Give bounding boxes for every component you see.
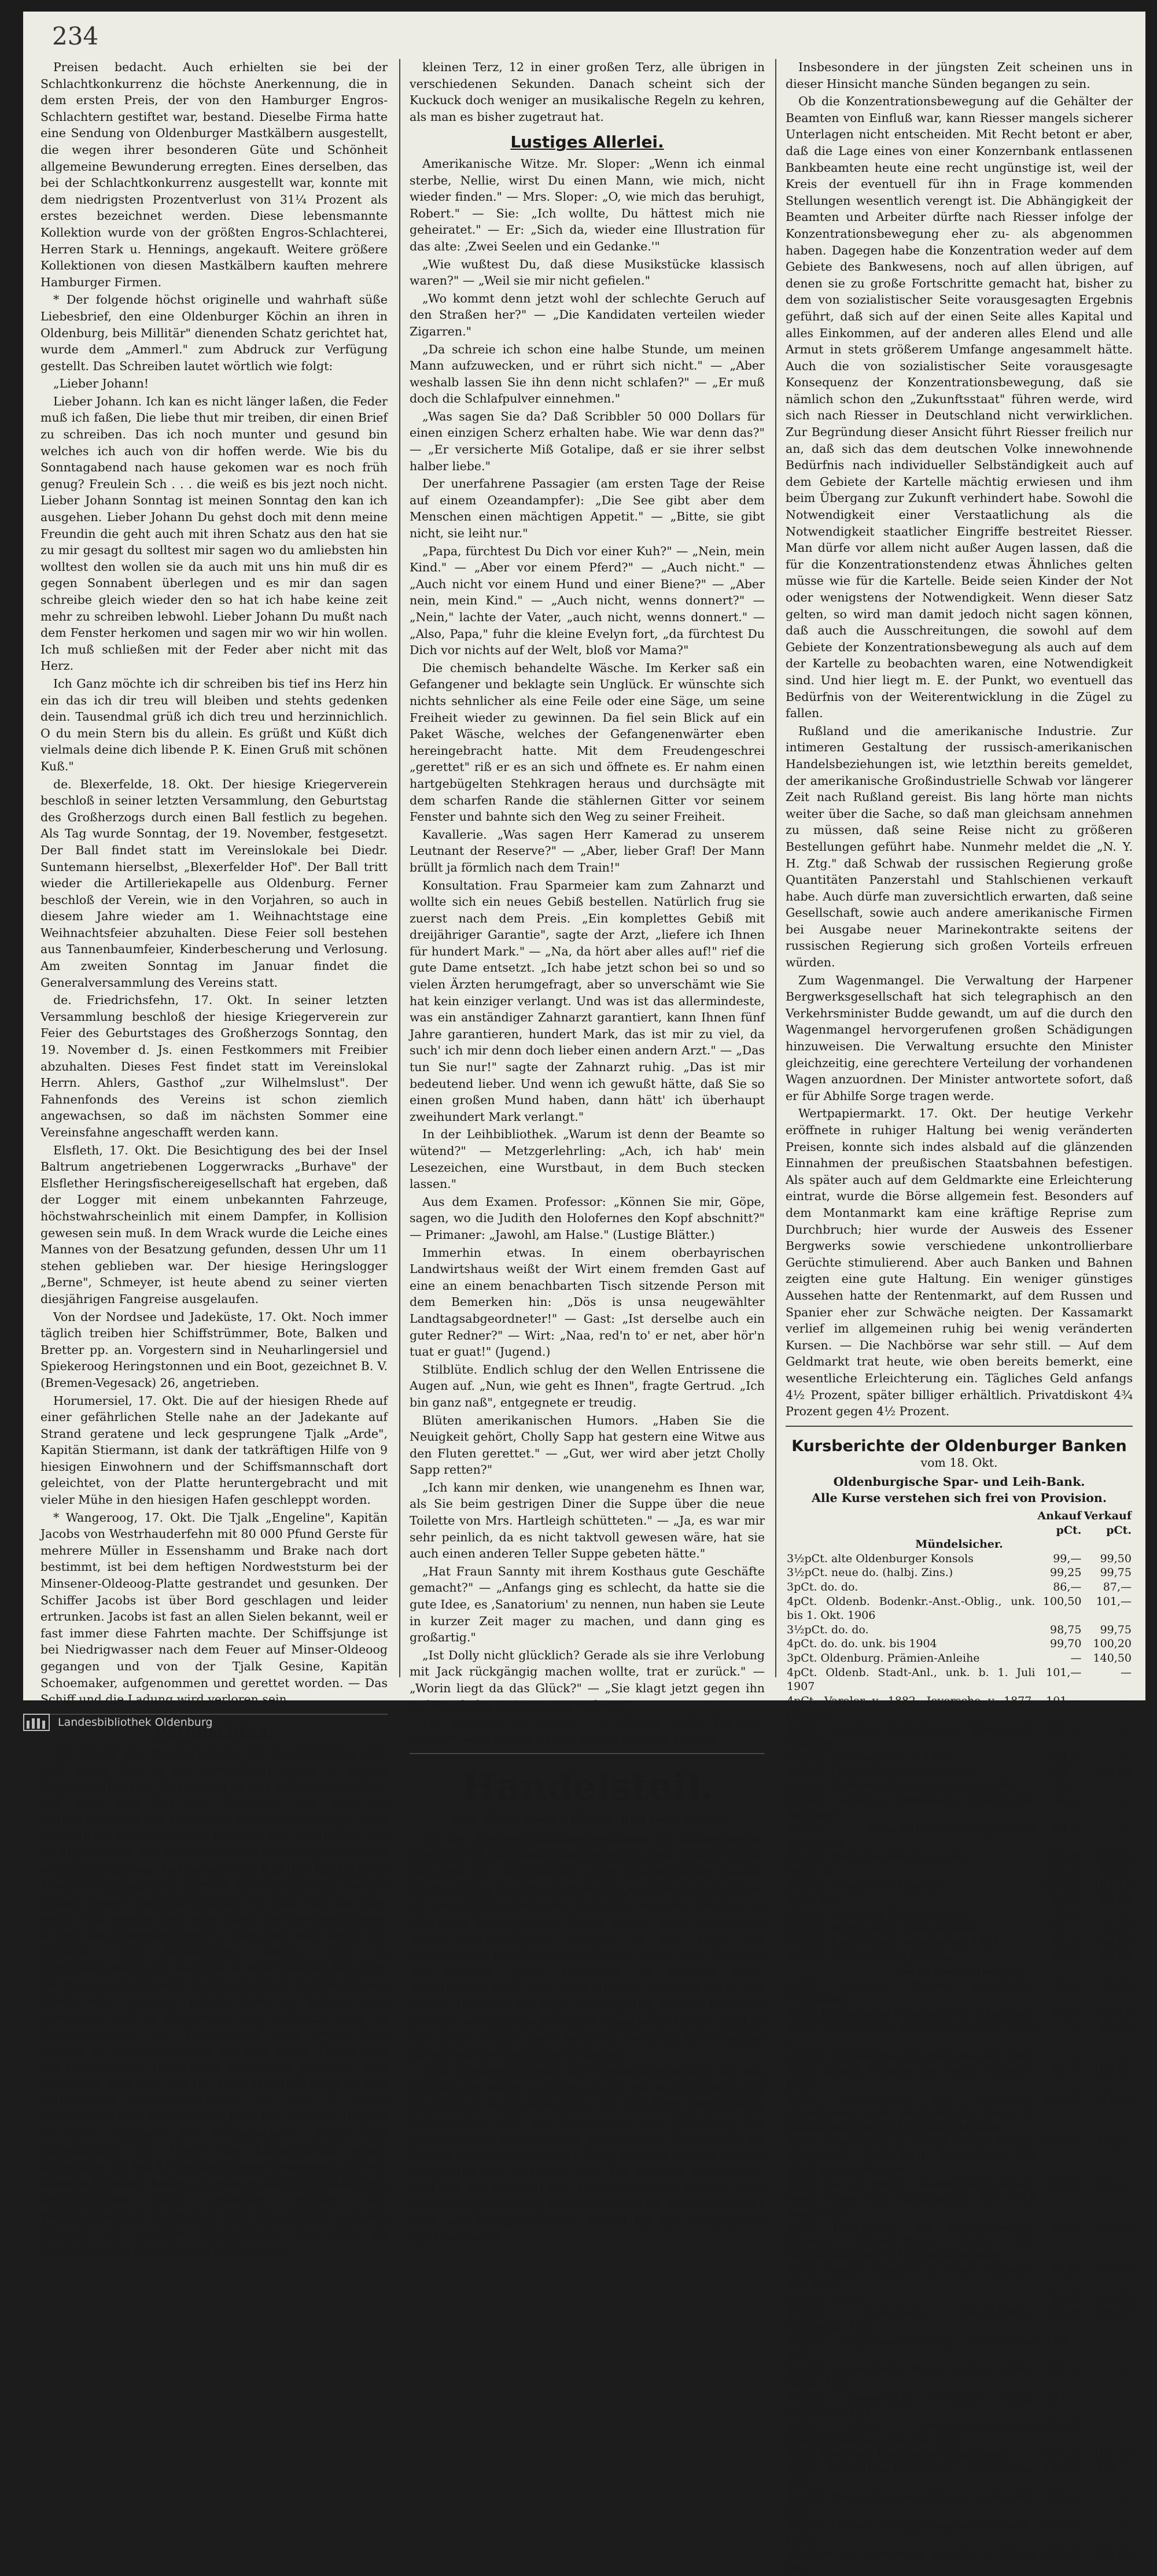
buy-rate: 101,20 [1042, 2420, 1082, 2433]
buy-rate: 101,— [1046, 1694, 1082, 1707]
sell-rate: — [1121, 1751, 1132, 1765]
security-name: 3½pCt. Osternburger Ortsanleihe [787, 1765, 976, 1778]
security-name: 4pCt. Vareler v. 1882, Jeversche v. 1877, Dammer [787, 1694, 1036, 1722]
article-paragraph: * Der folgende höchst originelle und wahrhaft süße Liebesbrief, den eine Oldenburger Köchin an ihren in Oldenburg, beis Millitär" dienenden Schatz gerichtet hat, wurde dem „Ammerl." zum Abdruck zur Verfügung gestellt. Das Schreiben lautet wörtlich wie folgt: [40, 293, 388, 373]
buy-rate: 104,— [1046, 2491, 1082, 2504]
security-name: 3pCt. do. [787, 1865, 838, 1878]
security-name: 3pCt. do. [787, 1894, 838, 1907]
joke-paragraph: „Ist Dolly nicht glücklich? Gerade als sie ihre Verlobung mit Jack rückgängig machen wollte, trat er zurück." — „Worin liegt da das Glück?" — „Sie klagt jetzt gegen ihn auf Bruch des Heiratsversprechens." [410, 1648, 765, 1712]
joke-paragraph: Konsultation. Frau Sparmeier kam zum Zahnarzt und wollte sich ein neues Gebiß bestellen. Natürlich frug sie zuerst nach dem Preis. „Ein komplettes Gebiß mit dreijähriger Garantie", sagte der Arzt, „liefere ich Ihnen für hundert Mark." — „Na, da hört aber alles auf!" rief die gute Dame entsetzt. „Ich habe jetzt schon bei so und so vielen Ärzten herumgefragt, aber so unverschämt wie Sie hat kein einziger verlangt. Und was ist das allermindeste, was ein anständiger Zahnarzt garantiert, kann Ihnen fünf Jahre garantieren, hundert Mark, das ist mir zu viel, da such' ich mir denn doch lieber einen andern Arzt." — „Das tun Sie nur!" sagte der Zahnarzt ruhig. „Das ist mir bedeutend lieber. Und wenn ich gewußt hätte, daß Sie so einen großen Mund haben, dann hätt' ich überhaupt zweihundert Mark verlangt." [410, 878, 765, 1124]
buy-rate: 86,— [1053, 1581, 1082, 1594]
article-paragraph: Horumersiel, 17. Okt. Die auf der hiesigen Rhede auf einer gefährlichen Stelle nahe an der Jadekante auf Strand geratene und leck gesprungene Tjalk „Arde", Kapitän Stiermann, ist dank der tatkräftigen Hilfe von 9 hiesigen Einwohnern und der Schiffsmannschaft dort geleichtet, von der Platte heruntergebracht und mit vieler Mühe in den hiesigen Hafen geschleppt worden. [40, 1393, 388, 1507]
sell-rate: 100,20 [1093, 1637, 1132, 1651]
rates-row [786, 1637, 1133, 1651]
sell-rate: 89,25 [1100, 1894, 1132, 1907]
rates-note: Alle Kurse verstehen sich frei von Provision. [812, 1491, 1107, 1505]
sell-rate: — [1121, 2334, 1132, 2348]
rates-row [786, 1651, 1133, 1666]
article-paragraph: Die Musik des Kuckucksrufs. Ein musikalisches Ohr hält jeden Ton in der Umgebung leicht in seinen Eigenschaften fest. Deshalb ist es fast selbstverständlich, daß man den Ruf des Kuckucks, der sich die Aufmerksamkeit des Menschen geradezu erzwingt, auch musikalisch zu untersuchen bestrebt hat. Beethoven, der im allgemeinen der Tonmalerei und der Programmmusik wenig geneigt war, hat gerade den Ruf des Kuckucks in Tönen wiedergegeben, nämlich am Schlusse des zweiten Satzes seiner Pastoral-Sinfonie. Er gibt ihn als eine große Terz wieder, und zwar durch das zweigestrichene d und das eingestrichene b. Man hat nun schon vor längerer Zeit beobachten wollen, daß in Norddeutschland der Kuckuck in einer kleinen Terz ruft. Da man nun nicht wohl annehmen kann, daß Beethoven falsch oder ungenau gehört habe, so könnte man vermuten, daß in Österreich und vielleicht auch in Süddeutschland der Kuckucksruf eine große Terz umfaßt, in Norddeutschland nur eine kleine. Damit wird die feststehende Tatsache in Beziehung gebracht, daß die kleine Terz und mit ihr auch Molldreiklänge in den Volksliedern Norddeutschlands, nie aber in denen Süddeutschlands vorkommen. Jetzt hat Theodor Höynck in einer Nummer der Monatsschrift „Natur und Offenbarung" die Frage des Kuckucksrufs genau untersucht. Er hat 84 Beobachtungen gesammelt, die ein anderes Ergebnis haben, als man es nach den bisherigen Anschauungen hätte erwarten müssen. Die Wahrnehmungen geschahen zum Teil vielfach auf eine Gegend am unteren Niederrhein. Von den 84 Kuckucksrufen bewegten sich 32 in einer [40, 1746, 388, 2257]
rates-bank-name: Oldenburgische Spar- und Leih-Bank. [833, 1474, 1085, 1489]
rates-row [786, 2220, 1133, 2263]
sell-rate: 103,— [1096, 2135, 1132, 2149]
article-paragraph: Wertpapiermarkt. 17. Okt. Der heutige Verkehr eröffnete in ruhiger Haltung bei wenig veränderten Preisen, konnte sich indes alsbald auf die glänzenden Einnahmen der preußischen Staatsbahnen befestigen. Als später auch auf dem Geldmarkte eine Erleichterung eintrat, wurde die Börse allgemein fest. Besonders auf dem Montanmarkt kam eine kräftige Reprise zum Durchbruch; hier wurde der Ausweis des Essener Bergwerks sowie verschiedene unkontrollierbare Gerüchte stimulierend. Aber auch Banken und Bahnen zeigten eine gute Haltung. Ein weniger günstiges Aussehen hatte der Rentenmarkt, auf dem Russen und Spanier eher zur Schwäche neigten. Der Kassamarkt verlief im allgemeinen ruhig bei wenig veränderten Kursen. — Die Nachbörse war sehr still. — Auf dem Geldmarkt trat heute, wie oben bereits bemerkt, eine wesentliche Erleichterung ein. Tägliches Geld anfangs 4½ Prozent, später billiger erhältlich. Privatdiskont 4¾ Prozent gegen 4½ Prozent. [786, 1106, 1133, 1419]
article-paragraph: Ich Ganz möchte ich dir schreiben bis tief ins Herz hin ein das ich dir treu will bleiben und stehts gedenken dein. Tausendmal grüß ich dich treu und herzinnichlich. O du mein Stern bis du allein. Es grüßt und Küßt dich vielmals deine dich libende P. K. Einen Gruß mit schönen Kuß." [40, 676, 388, 773]
rates-row [786, 2064, 1133, 2092]
sell-rate: 98,50 [1100, 1765, 1132, 1778]
rates-row [786, 1879, 1133, 1894]
sell-rate: 104,— [1096, 2462, 1132, 2475]
article-paragraph: Insbesondere in der jüngsten Zeit scheinen uns in dieser Hinsicht manche Sünden begangen zu sein. [786, 60, 1133, 91]
security-name: 4½pCt. Warps-Spinnerei-Priorit., rückzahlb. 103 [787, 2491, 1036, 2518]
security-name: 4pCt. Oldenb. Bodenkr.-Anst.-Oblig., unk. bis 1. Okt. 1906 [787, 1595, 1036, 1622]
rates-row [786, 2391, 1133, 2419]
sell-rate: 98,80 [1100, 1936, 1132, 1949]
buy-rate: 100,30 [1042, 1851, 1082, 1864]
library-name: Landesbibliothek Oldenburg [58, 1716, 213, 1729]
buy-rate: 94,50 [1050, 2291, 1082, 2305]
buy-rate: 101,— [1046, 1722, 1082, 1736]
trade-section-subtitle: Vom Wertpapier-, Waren- und Geldmarkt. [449, 1812, 725, 1826]
security-name: 4½pCt. Rütgerswerke-Oblig., rückzahlbar 105 [787, 2334, 1036, 2362]
divider [410, 1753, 765, 1754]
joke-paragraph: „Ich kann mir denken, wie unangenehm es Ihnen war, als Sie beim gestrigen Diner die Suppe über die neue Toilette von Mrs. Hartleigh schütteten." — „Ja, es war mir sehr peinlich, da es nicht taktvoll gewesen wäre, hat sie auch einen anderen Teller Suppe gebeten hätte." [410, 1480, 765, 1561]
buy-rate: 99,70 [1050, 1637, 1082, 1651]
buy-rate: 101,— [1046, 2363, 1082, 2376]
rates-col-buy: Ankauf pCt. [1037, 1510, 1082, 1537]
column-middle-paragraphs [410, 59, 765, 125]
buy-rate: 99,— [1053, 1822, 1082, 1836]
rates-group-heading [786, 1537, 1133, 1552]
joke-paragraph: „Er versteht zu küssen." — „Woher weißt Du das, Maud?" — „Ich habe es von seinen eigenen Lippen." [410, 1715, 765, 1746]
buy-rate: 102,70 [1042, 2135, 1082, 2149]
sell-rate: — [1121, 2519, 1132, 2533]
rates-row [786, 1893, 1133, 1907]
article-paragraph: de. Friedrichsfehn, 17. Okt. In seiner letzten Versammlung beschloß der hiesige Kriegerverein zur Feier des Geburtstages des Großherzogs Sonntag, den 19. November d. Js. einen Festkommers mit Freibier abzuhalten. Dieses Fest findet statt im Vereinslokal Herrn. Ahlers, Gasthof „zur Wilhelmslust". Der Fahnenfonds des Vereins ist schon ziemlich angewachsen, so daß im nächsten Sommer eine Vereinsfahne angeschafft werden kann. [40, 993, 388, 1139]
sell-rate: 101,— [1096, 2178, 1132, 2191]
security-name: 3½pCt. Dortmunder Stadt-Anleihe [787, 1922, 979, 1935]
security-name: 4pCt. Jütländische Pfandbriefe in Dänemark [787, 2007, 1034, 2020]
column-right-paragraphs [786, 59, 1133, 1420]
sell-rate: 99,75 [1100, 1566, 1132, 1579]
buy-rate: 101,— [1046, 1666, 1082, 1679]
buy-rate: 100,50 [1042, 1595, 1082, 1608]
security-name: 3½pCt. Deutsche Reichsanleihe [787, 1851, 965, 1864]
sell-rate: 97,50 [1100, 1922, 1132, 1935]
rates-row [786, 2363, 1133, 2391]
sell-rate: — [1121, 2391, 1132, 2404]
buy-rate: 88,70 [1050, 1894, 1082, 1907]
rates-row [786, 1779, 1133, 1793]
joke-paragraph: Immerhin etwas. In einem oberbayrischen Landwirtshaus weißt der Wirt einem fremden Gast auf eine an einem benachbarten Tisch sitzende Person mit dem Bemerken hin: „Dös is unsa neugewählter Landtagsabgeordneter!" — Gast: „Ist derselbe auch ein guter Redner?" — Wirt: „Naa, red'n to' er net, aber hör'n tuat er guat!" (Jugend.) [410, 1245, 765, 1359]
rates-row [786, 2462, 1133, 2490]
buy-rate: — [1070, 2050, 1082, 2063]
sell-rate: — [1121, 1666, 1132, 1679]
buy-rate: 98,— [1053, 1780, 1082, 1793]
security-name: 4pCt. Oldenb. Stadt-Anl., unk. b. 1. Juli 1907 [787, 1666, 1036, 1693]
joke-paragraph: Blüten amerikanischen Humors. „Haben Sie die Neuigkeit gehört, Cholly Sapp hat gestern eine Witwe aus den Fluten gerettet." — „Gut, wer wird aber jetzt Cholly Sapp retten?" [410, 1413, 765, 1477]
rates-group-label: Nicht mündelsicher. [897, 1965, 1022, 1978]
rates-row [786, 2178, 1133, 2220]
rates-row [786, 2547, 1133, 2575]
misc-paragraphs [40, 1745, 388, 2257]
rates-row [786, 2448, 1133, 2462]
buy-rate: 100,70 [1042, 2092, 1082, 2106]
buy-rate: — [1070, 1652, 1082, 1665]
buy-rate: 95,45 [1050, 2220, 1082, 2234]
article-paragraph: * Wangeroog, 17. Okt. Die Tjalk „Engeline", Kapitän Jacobs von Westrhauderfehn mit 80 000 Pfund Gerste für mehrere Müller in Essenshamm und Brake nach dort bestimmt, ist bei dem heftigen Nordweststurm bei der Minsener-Oldeoog-Platte gestrandet und gesunken. Der Schiffer Jacobs ist über Bord geschlagen und leider ertrunken. Jacobs ist fast an allen Sielen bekannt, weil er fast immer diese Fahrten machte. Der Schiffsjunge ist bei Niedrigwasser nach dem Feuer auf Minser-Oldeoog gegangen und von der Tjalk Gesine, Kapitän Schoemaker, aufgenommen und gerettet worden. — Das Schiff und die Ladung wird verloren sein. [40, 1510, 388, 1707]
rates-row [786, 1979, 1133, 2007]
trade-paragraphs [410, 1831, 765, 2246]
buy-rate: 98,— [1053, 1793, 1082, 1807]
sell-rate: — [1121, 1793, 1132, 1807]
security-name: 4pCt. Glashütten-Prioritäten, rückzahlbar 102 [787, 2462, 1036, 2490]
joke-paragraph: „Wo kommt denn jetzt wohl der schlechte Geruch auf den Straßen her?" — „Die Kandidaten verteilen wieder Zigarren." [410, 291, 765, 338]
buy-rate: 99,— [1053, 1552, 1082, 1565]
security-name: 4½pCt. Gewerksch. Dorstfeld Oblig. rückzahlb. 103 [787, 2391, 1036, 2419]
rates-row [786, 1623, 1133, 1637]
security-name: 4½pCt. Gewerksch. König Ludwig Oblig. rückz. 103 [787, 2363, 1036, 2390]
sell-rate: — [1121, 1722, 1132, 1736]
section-title-lustiges: Lustiges Allerlei. [510, 132, 664, 152]
article-paragraph: Zum Wagenmangel. Die Verwaltung der Harpener Bergwerksgesellschaft hat sich telegraphisch an den Verkehrsminister Budde gewandt, um auf die durch den Wagenmangel hervorgerufenen großen Schädigungen hinzuweisen. Die Verwaltung ersuchte den Minister gleichzeitig, eine gerechtere Verteilung der vorhandenen Wagen anzuordnen. Der Minister antwortete sofort, daß er für Abhilfe Sorge tragen werde. [786, 973, 1133, 1103]
joke-paragraph: Stilblüte. Endlich schlug der den Wellen Entrissene die Augen auf. „Nun, wie geht es Ihnen", fragte Gertrud. „Ich bin ganz naß", entgegnete er treudig. [410, 1362, 765, 1409]
rates-row [786, 1595, 1133, 1623]
security-name: Wechsel auf Amsterdam kurz für fl. 100 in Mk. [787, 2548, 1036, 2575]
rates-row [786, 2135, 1133, 2178]
sell-rate: 72,50 [1100, 1979, 1132, 1992]
buy-rate: 98,75 [1050, 1623, 1082, 1636]
sell-rate: — [1121, 1907, 1132, 1921]
buy-rate: 99,— [1053, 1907, 1082, 1921]
sell-rate: 99,75 [1100, 1623, 1132, 1636]
joke-paragraph: Amerikanische Witze. Mr. Sloper: „Wenn ich einmal sterbe, Nellie, wirst Du einen Mann, wie mich, nicht wieder finden." — Mrs. Sloper: „O, wie mich das beruhigt, Robert." — Sie: „Ich wollte, Du hättest mich nie geheiratet." — Er: „Sich da, wieder eine Illustration für das alte: ‚Zwei Seelen und ein Gedanke.'" [410, 156, 765, 253]
sell-rate: 98,15 [1100, 2007, 1132, 2020]
security-name: 3pCt. staatsgar. Italien. Eisenbahn-Prioritäten [787, 1979, 1036, 2006]
rates-table [786, 1509, 1133, 2576]
article-paragraph: Elsfleth, 17. Okt. Die Besichtigung des bei der Insel Baltrum angetriebenen Loggerwracks „Burhave" der Elsflether Heringsfischereigesellschaft hat ergeben, daß der Logger mit einem unbekannten Fahrzeuge, höchstwahrscheinlich mit einem Dampfer, in Kollision gewesen sein muß. In dem Wrack wurde die Leiche eines Mannes von der Besatzung gefunden, dessen Uhr um 11 stehen geblieben war. Der hiesige Heringslogger „Berne", Schmeyer, ist heute abend zu seiner vierten diesjährigen Fangreise ausgelaufen. [40, 1143, 388, 1306]
rates-row [786, 2419, 1133, 2448]
buy-rate: 98,— [1053, 1751, 1082, 1765]
article-paragraph: Zu den Konzentrationsbestrebungen im Bankgewerbe. (Schluß.) Ob die Bankenkonzentration eine Gefahr für die Industrie ist, will Riesser noch unentschieden lassen. Nach unserer Ansicht ist diese Frage insofern zu bejahen, als die Abhängigkeit der Industrie von den Banken zu allerhand Transaktionen Anlaß bieten kann und bietet, deren Notwendigkeit weniger in der Lage des betreffenden Industrieunternehmens als in dem Wunsche der Banken, große Geschäfte zu machen, liegt. Andererseits kann aber nach unserer Meinung nicht nur für die Industrie die enge Verknüpfung mit der Bankwelt geboten werden, sondern auch umgekehrt für die Banken eine große Gefahr darin bestehen, wenn sie ihr Schicksal zu sehr mit der Industrie verketten. [410, 1832, 765, 2061]
buy-rate: 100,60 [1042, 1879, 1082, 1892]
article-paragraph: kleinen Terz, 12 in einer großen Terz, alle übrigen in verschiedenen Sekunden. Danach scheint sich der Kuckuck doch weniger an musikalische Regeln zu kehren, als man es bisher zugetraut hat. [410, 60, 765, 124]
article-paragraph: Rußland und die amerikanische Industrie. Zur intimeren Gestaltung der russisch-amerikanischen Handelsbeziehungen ist, wie letzthin bereits gemeldet, der amerikanische Großindustrielle Schwab vor längerer Zeit nach Rußland gereist. Bis lang hörte man nichts weiter über die Sache, so daß man gleichsam annehmen zu müssen, daß seine Reise nicht zu größeren Bestellungen geführt habe. Nunmehr meldet die „N. Y. H. Ztg." daß Schwab der russischen Regierung große Quantitäten Panzerstahl und Stahlschienen verkauft habe. Auch dürfe man zuversichtlich erwarten, daß seine Gesellschaft, sowie auch andere amerikanische Firmen bei Ausgabe neuer Marinekontrakte seitens der russischen Regierung sich großen Vorteils erfreuen würden. [786, 724, 1133, 970]
buy-rate: 98,30 [1050, 1936, 1082, 1949]
rates-row [786, 1921, 1133, 1936]
buy-rate: 72,— [1053, 1979, 1082, 1992]
security-name: 3½pCt. Lübecker Staats-Anleihe [787, 1907, 968, 1921]
article-paragraph: Ob die Konzentrationsbewegung auf die Gehälter der Beamten von Einfluß war, kann Riesser mangels sicherer Unterlagen nicht entscheiden. Mit Recht betont er aber, daß die Lage eines von einer Konzernbank entlassenen Bankbeamten heute eine recht ungünstige ist, weil der Kreis der eventuell für ihn in Frage kommenden Stellungen wesentlich verengt ist. Die Abhängigkeit der Beamten und Arbeiter dürfte nach Riesser infolge der Konzentrationsbewegung eher zu- als abgenommen haben. Dagegen habe die Konzentration weder auf dem Gebiete des Bankwesens, noch auf allen übrigen, auf denen sie zu große Fortschritte gemacht hat, bisher zu dem von sozialistischer Seite vorausgesagten Ergebnis geführt, daß sich auf der einen Seite alles Kapital und alles Einkommen, auf der anderen alles Elend und alle Armut in stets größerem Umfange angesammelt hätte. Auch die von sozialistischer Seite vorausgesagte Konsequenz der Konzentrationsbewegung, daß sie nämlich schon den „Zukunftsstaat" führen werde, wird sich nach Riesser in Deutschland nicht verwirklichen. Zur Begründung dieser Ansicht führt Riesser freilich nur an, daß sich das dem deutschen Volke innewohnende Bedürfnis nach individueller Selbständigkeit auch auf dem Gebiete der Kartelle mächtig erwiesen und ihm beim Übergang zur Zukunft verhindert habe. Sowohl die Notwendigkeit einer Verstaatlichung als die Notwendigkeit staatlicher Eingriffe bestreitet Riesser. Man dürfe vor allem nicht außer Augen lassen, daß die für die Konzentrationstendenz etwas Ähnliches gelten müsse wie für die Kartelle. Beide seien Kinder der Not oder wenigstens der Notwendigkeit. Wenn dieser Satz gelten, so wird man damit jedoch nicht sagen können, daß auch die Ausschreitungen, die sowohl auf dem Gebiete der Konzentrationsbewegung als auch auf dem der Kartelle zu beobachten waren, eine Notwendigkeit sind. Und hier liegt m. E. der Punkt, wo eventuell das Bedürfnis von der Weiterentwicklung in die Zügel zu fallen. [786, 94, 1133, 721]
sell-rate: 101,50 [1093, 2306, 1132, 2319]
security-name: 4pCt. Oblig. Deutsch-Atlantischer Telegraphenges., unk. bis 1912 [787, 2420, 1036, 2447]
joke-paragraph: „Papa, fürchtest Du Dich vor einer Kuh?" — „Nein, mein Kind." — „Aber vor einem Pferd?" — „Auch nicht." — „Auch nicht vor einem Hund und einer Biene?" — „Aber nein, mein Kind." — „Auch nicht, wenns donnert?" — „Nein," lachte der Vater, „auch nicht, wenns donnert." — „Also, Papa," fuhr die kleine Evelyn fort, „da fürchtest Du Dich vor nichts auf der Welt, bloß vor Mama?" [410, 544, 765, 658]
sell-rate: 101,— [1096, 1595, 1132, 1608]
joke-paragraph: Kavallerie. „Was sagen Herr Kamerad zu unserem Leutnant der Reserve?" — „Aber, lieber Graf! Der Mann brüllt ja förmlich nach dem Train!" [410, 827, 765, 874]
rates-row [786, 2490, 1133, 2519]
sell-rate: 89,25 [1100, 1865, 1132, 1878]
security-name: 4pCt. Pfandbriefe der Braunschweig.-Hannov. Hypoth.-Bank, Serie XX, Rückzahlung bis 1910 ausgeschlossen [787, 2220, 1036, 2262]
sell-rate: — [1121, 2491, 1132, 2504]
library-footer [23, 1711, 212, 1734]
rates-row [786, 1850, 1133, 1865]
rates-group-label: Mündelsicher. [915, 1538, 1003, 1551]
security-name: 3½pCt. do. do. [787, 2291, 869, 2305]
rates-row [786, 1580, 1133, 1595]
rates-row [786, 1907, 1133, 1922]
security-name: 3½pCt. sonstige Oldenburg. Kommunal-Anleihen [787, 1793, 1036, 1821]
joke-paragraph: Aus dem Examen. Professor: „Können Sie mir, Göpe, sagen, wo die Judith den Holofernes den Kopf abschnitt?" — Primaner: „Jawohl, am Halse." (Lustige Blätter.) [410, 1194, 765, 1242]
security-name: 3½pCt. Eutin-Lüb.-Prior.-Obligationen garantiert [787, 1822, 1036, 1850]
sell-rate: 98,50 [1100, 1950, 1132, 1964]
trade-section-title: Handelsteil. [461, 1765, 713, 1809]
security-name: 3pCt. do. do. [787, 1581, 858, 1594]
joke-paragraph: „Hat Fraun Sannty mit ihrem Kosthaus gute Geschäfte gemacht?" — „Anfangs ging es schlecht, da hatte sie die gute Idee, es ‚Sanatorium' zu nennen, nun haben sie Leute in kurzer Zeit mager zu machen, und dann ging es großartig." [410, 1564, 765, 1645]
security-name: 4pCt. Pfandbriefe d. Preuß. Boden-Kredit-Aktienbank, Serie XXII, Rückzahlung bis 1915 ausgeschlossen [787, 2135, 1036, 2177]
security-name: 4pCt. sonstige Oldenburger Kommunal-Anleihen [787, 1722, 1036, 1750]
security-name: 3½pCt. Bremer Stadt-Anleihe [787, 1950, 953, 1964]
security-name: 4pCt. do. do. unk. bis 1904 [787, 1637, 937, 1651]
article-paragraph: Preisen bedacht. Auch erhielten sie bei der Schlachtkonkurrenz die höchste Anerkennung, die in dem ersten Preis, der von den Hamburger Engros-Schlachtern gestiftet war, bestand. Dieselbe Firma hatte eine Sendung von Oldenburger Mastkälbern ausgestellt, die wegen ihrer besonderen Güte und Schönheit allgemeine Bewunderung erregten. Eines derselben, das bei der Schlachtkonkurrenz ausgestellt war, konnte mit dem niedrigsten Prozentverlust von 31¼ Prozent als erstes bezeichnet werden. Diese lebensmannte Kollektion wurde von der größten Engros-Schlachterei, Herren Stark u. Hennings, angekauft. Weitere größere Kollektionen von diesen Mastkälbern kauften mehrere Hamburger Firmen. [40, 60, 388, 289]
rates-date: vom 18. Okt. [920, 1456, 998, 1470]
buy-rate: 95,10 [1050, 2263, 1082, 2276]
sell-rate: — [1121, 2420, 1132, 2433]
sell-rate: 101,50 [1093, 2448, 1132, 2461]
buy-rate: 97,50 [1050, 2007, 1082, 2020]
article-paragraph: „Lieber Johann! [53, 377, 149, 391]
sell-rate: 101,25 [1093, 2092, 1132, 2106]
column-rule [399, 59, 400, 1677]
article-paragraph: Von der Nordsee und Jadeküste, 17. Okt. Noch immer täglich treiben hier Schiffstrümmer, Bote, Balken und Bretter pp. an. Vorgestern sind in Neuharlingersiel und Spiekeroog Heringstonnen und ein Boot, gezeichnet B. V. (Bremen-Vegesack) 26, angetrieben. [40, 1309, 388, 1390]
security-name: 3½pCt. Goldenstedter Gemeinde-Anleihe [787, 1780, 1016, 1793]
jokes-list [410, 156, 765, 1747]
rates-row [786, 2334, 1133, 2363]
sell-rate: 100,85 [1093, 1851, 1132, 1864]
security-name: 4pCt. Krefelder Eisenbahn-Obligationen [787, 2448, 1011, 2461]
security-name: 3½pCt. alte Oldenburger Konsols [787, 1552, 974, 1565]
security-name: 3pCt. Oldenburg. Prämien-Anleihe [787, 1652, 980, 1665]
security-name: 3½pCt. Stockholmer Stadtanleihe von 1905 [787, 2050, 1031, 2063]
rates-row [786, 2305, 1133, 2334]
security-name: 3½pCt. Preußische Konsols [787, 1879, 941, 1892]
rates-row [786, 2021, 1133, 2049]
buy-rate: 168,05 [1042, 2548, 1082, 2561]
security-name: 3½pCt. do. Stadt-Anl. v. 1903 [787, 1751, 951, 1765]
rates-row [786, 1765, 1133, 1780]
rates-group-heading [786, 1964, 1133, 1979]
security-name: 4pCt. Schwedische Hypothekenbank, Serie V. [787, 2021, 1036, 2049]
sell-rate: 95,75 [1100, 2220, 1132, 2234]
sell-rate: 95,75 [1100, 2263, 1132, 2276]
rates-row [786, 1694, 1133, 1722]
column-left-paragraphs [40, 59, 388, 1708]
buy-rate: 97,75 [1050, 1950, 1082, 1964]
column-right [786, 59, 1133, 2575]
sell-rate: — [1121, 2050, 1132, 2063]
security-name: 4½pCt. Gewerksch. Ewald-Oblig., rückzahlb. 103 [787, 2306, 1036, 2333]
rates-row [786, 1751, 1133, 1765]
rates-row [786, 2263, 1133, 2291]
column-middle [410, 59, 765, 2245]
rates-row [786, 1722, 1133, 1751]
buy-rate: 97,— [1053, 1922, 1082, 1935]
sell-rate: 100,25 [1093, 2064, 1132, 2077]
rates-row [786, 2092, 1133, 2135]
buy-rate: 100,50 [1042, 2178, 1082, 2191]
rates-row [786, 1950, 1133, 1964]
buy-rate: 101,— [1046, 2391, 1082, 2404]
rates-row [786, 1865, 1133, 1879]
security-name: 3½pCt. Kieler Stadt-Anleihe von 1904 [787, 1936, 999, 1949]
rates-row [786, 1793, 1133, 1822]
rates-row [786, 1666, 1133, 1694]
sell-rate: 87,— [1103, 1581, 1132, 1594]
article-paragraph: Lieber Johann. Ich kan es nicht länger laßen, die Feder muß ich faßen, Die liebe thut mir treiben, dir einen Brief zu schreiben. Das ich noch munter und gesund bin welches ich auch von dir hoffen werde. Wie bis du Sonntagabend nach hause gekomen war es noch früh genug? Freulein Sch . . . die weiß es bis jezt noch nicht. Lieber Johann Sonntag ist meinen Sonntag den kan ich ausgehen. Lieber Johann Du gehst doch mit denn meine Freundin die geht auch mit ihren Schatz aus den hat sie zu mir gesagt du solltest mir sagen wo du amliebsten hin wolltest den wollen sie da auch mit uns hin muß dir es gegen Sonnabent überlegen und es mir dan sagen schreibe gleich wieder den so hat ich habe keine zeit mehr zu schreiben lebwohl. Lieber Johann Du mußt nach dem Fenster herkomen und sagen mir wo wir hin wollen. Ich muß schließen mit der Feder aber nicht mit das Herz. [40, 394, 388, 673]
rates-row [786, 1936, 1133, 1950]
joke-paragraph: Die chemisch behandelte Wäsche. Im Kerker saß ein Gefangener und beklagte sein Unglück. Er wünschte sich nichts sehnlicher als eine Feile oder eine Säge, um seine Freiheit wieder zu gewinnen. Da fiel sein Blick auf ein Paket Wäsche, welches der Gefangenenwärter eben hereingebracht hatte. Mit dem Freudengeschrei „gerettet" riß er es an sich und öffnete es. Er nahm einen hartgebügelten Stehkragen heraus und durchsägte mit dem scharfen Rande die stählernen Gitter vor seinem Fenster und bahnte sich den Weg zu seiner Freiheit. [410, 660, 765, 824]
rates-row [786, 1822, 1133, 1850]
sell-rate: — [1121, 1694, 1132, 1707]
sell-rate: 101,15 [1093, 1879, 1132, 1892]
sell-rate: — [1121, 1780, 1132, 1793]
rates-col-sell: Verkauf pCt. [1084, 1510, 1132, 1537]
sell-rate: 140,50 [1093, 1652, 1132, 1665]
buy-rate: 98,— [1053, 1765, 1082, 1778]
buy-rate: 88,70 [1050, 1865, 1082, 1878]
sell-rate: 168,85 [1093, 2548, 1132, 2561]
rates-row [786, 2050, 1133, 2064]
security-name: 4½pCt. Oldenb.-Portug. Dampfschiffs-Reed.-Oblig. [787, 2519, 1036, 2547]
rates-row [786, 1552, 1133, 1566]
sell-rate: — [1121, 1822, 1132, 1836]
security-name: 4pCt. Pfandbriefe der Mecklenb. Hypotheken- und Wechselbank, Serie V, Rückzahlung bis 1914 ausgeschlossen [787, 2092, 1036, 2134]
article-paragraph: de. Blexerfelde, 18. Okt. Der hiesige Kriegerverein beschloß in seiner letzten Versammlung, den Geburtstag des Großherzogs durch einen Ball festlich zu begehen. Als Tag wurde Sonntag, der 19. November, festgesetzt. Der Ball findet statt im Vereinslokale bei Diedr. Suntemann hierselbst, „Blexerfelder Hof". Der Ball tritt wieder die Artilleriekapelle aus Oldenburg. Ferner beschloß der Verein, wie in den Vorjahren, so auch in diesem Jahre wieder am 1. Weihnachtstage eine Weihnachtsfeier abzuhalten. Diese Feier soll bestehen aus Tannenbaumfeier, Kinderbescherung und Verlosung. Am zweiten Sonntag im Januar findet die Generalversammlung des Vereins statt. [40, 777, 388, 990]
buy-rate: 99,25 [1050, 1566, 1082, 1579]
buy-rate: 101,20 [1042, 2519, 1082, 2533]
divider [786, 1426, 1133, 1427]
joke-paragraph: „Wie wußtest Du, daß diese Musikstücke klassisch waren?" — „Weil sie mir nicht gefielen." [410, 257, 765, 288]
security-name: 4pCt. do. d. Preuß. Boden-Kredit-Aktien-Bank, Serie XX, Rückzahlung bis 1913 ausgeschl. [787, 2178, 1036, 2220]
rates-row [786, 1566, 1133, 1580]
buy-rate: 101,20 [1042, 2306, 1082, 2319]
rates-table-body [786, 1537, 1133, 2575]
buy-rate: 101,20 [1042, 2448, 1082, 2461]
buy-rate: 103,50 [1042, 2462, 1082, 2475]
joke-paragraph: „Was sagen Sie da? Daß Scribbler 50 000 Dollars für einen einzigen Scherz erhalten habe. Wie war denn das?" — „Er versicherte Miß Gotalipe, daß er sie ihrer selbst halber liebe." [410, 409, 765, 473]
sell-rate: — [1121, 2363, 1132, 2376]
sell-rate: 99,50 [1100, 1552, 1132, 1565]
rates-row [786, 2519, 1133, 2547]
sell-rate: 95,05 [1100, 2291, 1132, 2305]
rates-row [786, 2007, 1133, 2021]
column-rule [775, 59, 776, 1677]
security-name: 4pCt. abgest. Pfandbr. der Berlin. Hypoth.-Bank [787, 2064, 1036, 2091]
section-title-vermischtes: Vermischtes. [154, 1722, 274, 1741]
rates-title: Kursberichte der Oldenburger Banken [791, 1437, 1127, 1455]
article-paragraph: Eine Herabminderung der Verwaltungskosten ist, wie Riesser mit Recht ausführt, durch die Konzentration für die Banken nicht entstanden. Er hält 1905 ziffernmäßig festzustellen, daß im allgemeinen das Verhältnis der Unkosten zum Bruttogewinn gestiegen ist. Riesser hält die Gründe hierüber unerörtert. Nach unserer Ansicht ist eine Steigerung der Unkosten zum Teil deshalb eingetreten, weil bei der Auswahl der aufgenommenen Banken nicht immer sorgsam genug geprüft worden ist, ob der Zuwachs auch von entsprechendem Vorteil für die aufsaugende Bank sein wird. [410, 2065, 765, 2245]
joke-paragraph: „Da schreie ich schon eine halbe Stunde, um meinen Mann aufzuwecken, und er rührt sich nicht." — „Aber weshalb lassen Sie ihn denn nicht schlafen?" — „Er muß doch die Schlafpulver einnehmen." [410, 342, 765, 406]
buy-rate: — [1070, 2021, 1082, 2035]
rates-row [786, 2291, 1133, 2306]
security-name: 3½pCt. neue do. (halbj. Zins.) [787, 1566, 953, 1579]
security-name: 4pCt. abgest. Pfandbr. d. Preuß. Hypoth.-Akt.-Bank [787, 2263, 1036, 2291]
library-logo-icon [23, 1714, 50, 1731]
security-name: 3½pCt. do. do. [787, 1623, 869, 1636]
buy-rate: 99,70 [1050, 2064, 1082, 2077]
joke-paragraph: In der Leihbibliothek. „Warum ist denn der Beamte so wütend?" — Metzgerlehrling: „Ach, ich hab' mein Lesezeichen, eine Wurstbaut, in dem Buch stecken lassen." [410, 1127, 765, 1191]
buy-rate: 103,— [1046, 2334, 1082, 2348]
sell-rate: 98,55 [1100, 2021, 1132, 2035]
page-number: 234 [52, 22, 99, 50]
joke-paragraph: Der unerfahrene Passagier (am ersten Tage der Reise auf einem Ozeandampfer): „Die See gibt aber dem Menschen einen mächtigen Appetit." — „Bitte, sie gibt nicht, sie leiht nur." [410, 477, 765, 541]
